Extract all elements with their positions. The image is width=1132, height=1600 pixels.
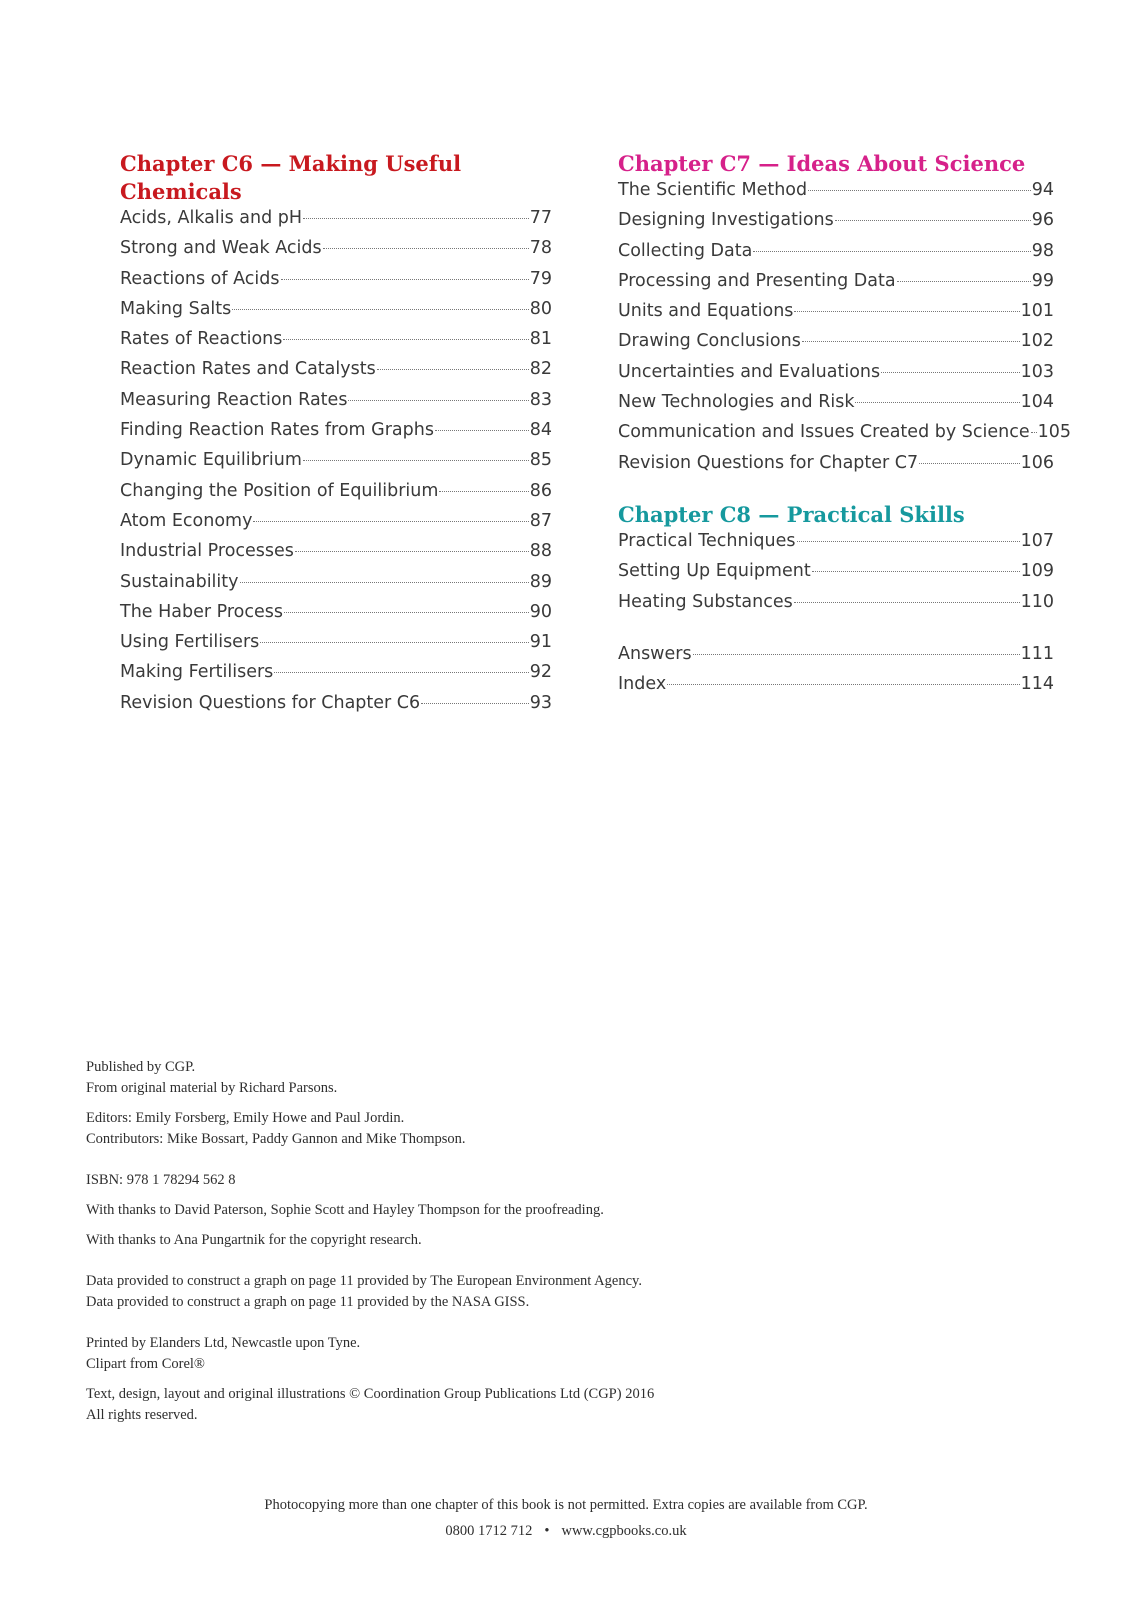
toc-leader-dots [260, 642, 528, 643]
toc-entry-page: 96 [1031, 210, 1054, 231]
toc-leader-dots [232, 309, 528, 310]
toc-entry-label: Practical Techniques [618, 530, 796, 551]
toc-entry [120, 511, 552, 541]
toc-entry [618, 674, 1054, 704]
toc-entry-label: Processing and Presenting Data [618, 270, 896, 291]
toc-entry [618, 271, 1054, 301]
toc-entry-label: Revision Questions for Chapter C7 [618, 452, 919, 473]
toc-leader-dots [281, 279, 529, 280]
chapter-c7-title: Chapter C7 — Ideas About Science [618, 151, 1026, 176]
toc-entry-page: 109 [1020, 561, 1054, 582]
toc-entry-label: Units and Equations [618, 301, 794, 322]
toc-leader-dots [348, 400, 528, 401]
toc-entry-label: Index [618, 674, 667, 695]
toc-entry [618, 531, 1054, 561]
toc-entry [618, 592, 1054, 622]
toc-leader-dots [303, 218, 529, 219]
toc-entry [120, 632, 552, 662]
toc-entry [120, 390, 552, 420]
toc-entry-page: 110 [1020, 591, 1054, 612]
toc-entry [120, 208, 552, 238]
toc-entry-page: 86 [529, 480, 552, 501]
toc-leader-dots [919, 463, 1019, 464]
extras-entries [618, 644, 1054, 705]
imprint-block [86, 1057, 1046, 1435]
toc-entry-label: Setting Up Equipment [618, 561, 811, 582]
separator-dot: • [544, 1523, 550, 1539]
toc-leader-dots [897, 281, 1031, 282]
clipart-credit: Clipart from Corel® [86, 1356, 205, 1372]
toc-entry-page: 79 [529, 268, 552, 289]
toc-entry [120, 602, 552, 632]
toc-entry-page: 106 [1020, 452, 1054, 473]
toc-entry-label: Designing Investigations [618, 210, 834, 231]
toc-entry [618, 301, 1054, 331]
toc-entry-label: Dynamic Equilibrium [120, 450, 302, 471]
toc-entry-label: New Technologies and Risk [618, 392, 855, 413]
copyright-notice: Text, design, layout and original illustrations © Coordination Group Publications Ltd (CGP) 2016 [86, 1386, 655, 1402]
chapter-c8-title: Chapter C8 — Practical Skills [618, 501, 965, 527]
toc-entry-label: The Haber Process [120, 601, 284, 622]
toc-entry-label: Strong and Weak Acids [120, 238, 322, 259]
toc-entry [618, 180, 1054, 210]
thanks-copyright: With thanks to Ana Pungartnik for the copyright research. [86, 1232, 422, 1248]
toc-leader-dots [693, 654, 1020, 655]
photocopy-notice: Photocopying more than one chapter of this book is not permitted. Extra copies are available from CGP. [264, 1497, 868, 1513]
chapter-c8-entries [618, 531, 1054, 622]
toc-entry [120, 238, 552, 268]
original-material: From original material by Richard Parsons. [86, 1080, 338, 1096]
toc-leader-dots [812, 571, 1020, 572]
toc-entry-page: 78 [529, 238, 552, 259]
toc-entry-label: Communication and Issues Created by Science [618, 422, 1030, 443]
toc-entry [120, 662, 552, 692]
phone-number: 0800 1712 712 [445, 1523, 533, 1539]
toc-leader-dots [421, 703, 529, 704]
toc-entry-page: 105 [1037, 422, 1072, 443]
toc-entry-page: 83 [529, 389, 552, 410]
toc-entry [618, 644, 1054, 674]
contact-line [0, 1518, 1132, 1544]
toc-entry-label: The Scientific Method [618, 180, 808, 200]
data-credit-eea: Data provided to construct a graph on page 11 provided by The European Environment Agency. [86, 1273, 642, 1289]
toc-leader-dots [667, 684, 1019, 685]
toc-entry-page: 77 [529, 208, 552, 228]
toc-entry-page: 103 [1020, 361, 1054, 382]
toc-leader-dots [439, 491, 528, 492]
contributors: Contributors: Mike Bossart, Paddy Gannon and Mike Thompson. [86, 1131, 466, 1147]
toc-leader-dots [794, 311, 1019, 312]
toc-entry [618, 453, 1054, 483]
toc-entry-page: 84 [529, 420, 552, 441]
page-footer [0, 1492, 1132, 1544]
toc-entry-label: Making Fertilisers [120, 662, 274, 683]
toc-entry-label: Collecting Data [618, 240, 753, 261]
toc-entry-label: Reaction Rates and Catalysts [120, 359, 376, 380]
toc-entry-page: 81 [529, 329, 552, 350]
toc-entry-label: Answers [618, 643, 692, 664]
toc-entry-page: 92 [529, 662, 552, 683]
toc-entry [120, 420, 552, 450]
toc-entry [120, 299, 552, 329]
rights-reserved: All rights reserved. [86, 1407, 198, 1423]
isbn: ISBN: 978 1 78294 562 8 [86, 1172, 236, 1188]
published-by: Published by CGP. [86, 1059, 196, 1075]
data-credit-nasa: Data provided to construct a graph on page 11 provided by the NASA GISS. [86, 1294, 530, 1310]
toc-entry [120, 572, 552, 602]
toc-entry-page: 82 [529, 359, 552, 380]
toc-entry [120, 693, 552, 723]
toc-entry-label: Acids, Alkalis and pH [120, 208, 303, 228]
toc-entry [120, 481, 552, 511]
toc-entry-page: 114 [1020, 674, 1054, 695]
toc-entry [120, 541, 552, 571]
toc-column-right [618, 150, 1072, 704]
toc-entry-label: Reactions of Acids [120, 268, 280, 289]
toc-entry-label: Industrial Processes [120, 541, 294, 562]
toc-entry-label: Finding Reaction Rates from Graphs [120, 420, 434, 441]
website-link[interactable]: www.cgpbooks.co.uk [561, 1523, 687, 1539]
toc-entry-page: 88 [529, 541, 552, 562]
toc-entry [120, 269, 552, 299]
toc-entry-label: Revision Questions for Chapter C6 [120, 692, 421, 713]
toc-entry [618, 241, 1054, 271]
toc-entry-label: Measuring Reaction Rates [120, 389, 348, 410]
toc-leader-dots [283, 339, 528, 340]
toc-entry [618, 210, 1054, 240]
toc-entry [618, 331, 1054, 361]
toc-leader-dots [1031, 432, 1037, 433]
toc-entry-page: 94 [1031, 180, 1054, 200]
toc-entry-label: Using Fertilisers [120, 632, 260, 653]
toc-entry [618, 392, 1054, 422]
toc-entry [618, 362, 1054, 392]
toc-entry [120, 450, 552, 480]
toc-entry [120, 359, 552, 389]
toc-leader-dots [274, 672, 528, 673]
toc-leader-dots [377, 369, 529, 370]
toc-entry-label: Rates of Reactions [120, 329, 283, 350]
toc-entry-page: 99 [1031, 270, 1054, 291]
toc-leader-dots [881, 372, 1019, 373]
toc-leader-dots [284, 612, 529, 613]
thanks-proofreading: With thanks to David Paterson, Sophie Scott and Hayley Thompson for the proofreading. [86, 1202, 604, 1218]
toc-leader-dots [240, 582, 529, 583]
toc-entry-label: Drawing Conclusions [618, 331, 801, 352]
toc-entry-page: 93 [529, 692, 552, 713]
toc-entry [618, 422, 1072, 452]
toc-entry [120, 329, 552, 359]
toc-entry [618, 561, 1054, 591]
toc-entry-page: 87 [529, 510, 552, 531]
toc-entry-page: 80 [529, 298, 552, 319]
toc-column-left [120, 150, 552, 723]
toc-leader-dots [295, 551, 529, 552]
toc-entry-page: 85 [529, 450, 552, 471]
chapter-c6-entries [120, 208, 552, 723]
toc-entry-label: Uncertainties and Evaluations [618, 361, 881, 382]
toc-entry-page: 107 [1020, 530, 1054, 551]
toc-leader-dots [323, 248, 529, 249]
toc-leader-dots [253, 521, 528, 522]
chapter-c6-title: Chapter C6 — Making Useful Chemicals [120, 151, 462, 204]
chapter-c7-entries [618, 180, 1072, 483]
editors: Editors: Emily Forsberg, Emily Howe and Paul Jordin. [86, 1110, 405, 1126]
toc-entry-page: 89 [529, 571, 552, 592]
toc-entry-label: Heating Substances [618, 591, 793, 612]
toc-entry-page: 91 [529, 632, 552, 653]
toc-leader-dots [753, 251, 1030, 252]
printed-by: Printed by Elanders Ltd, Newcastle upon Tyne. [86, 1335, 361, 1351]
toc-leader-dots [797, 541, 1020, 542]
toc-entry-page: 98 [1031, 240, 1054, 261]
toc-entry-page: 104 [1020, 392, 1054, 413]
toc-entry-label: Changing the Position of Equilibrium [120, 480, 439, 501]
toc-entry-label: Making Salts [120, 298, 232, 319]
toc-leader-dots [303, 460, 529, 461]
toc-entry-page: 101 [1020, 301, 1054, 322]
toc-leader-dots [808, 190, 1031, 191]
toc-entry-page: 102 [1020, 331, 1054, 352]
toc-entry-page: 90 [529, 601, 552, 622]
toc-entry-label: Atom Economy [120, 510, 253, 531]
toc-leader-dots [855, 402, 1019, 403]
toc-leader-dots [794, 602, 1020, 603]
toc-leader-dots [435, 430, 529, 431]
toc-entry-label: Sustainability [120, 571, 239, 592]
toc-leader-dots [802, 341, 1020, 342]
toc-entry-page: 111 [1020, 643, 1054, 664]
toc-leader-dots [835, 220, 1031, 221]
